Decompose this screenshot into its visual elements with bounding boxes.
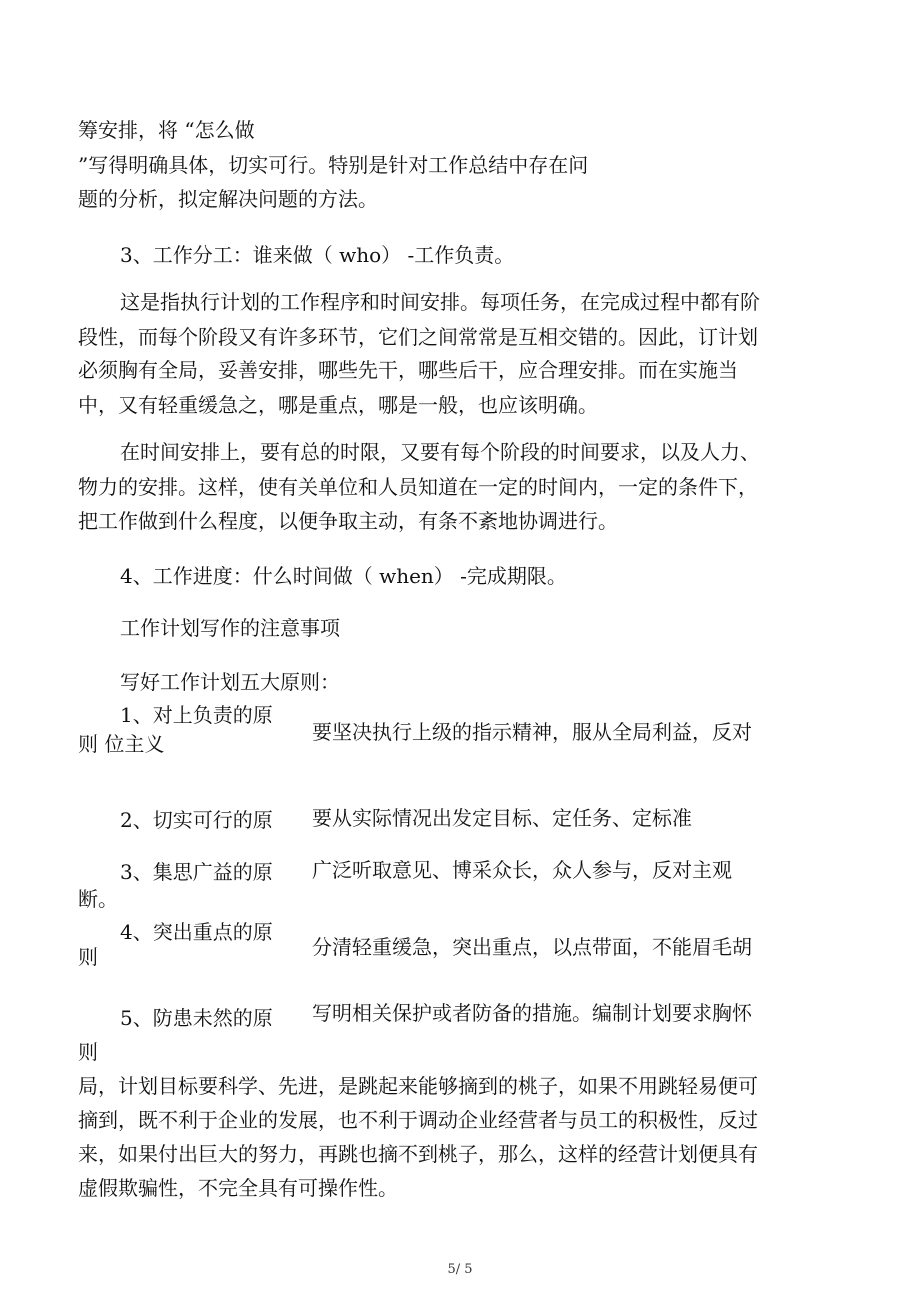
paragraph-line: 题的分析，拟定解决问题的方法。 bbox=[78, 187, 378, 211]
page-number: 5/ 5 bbox=[447, 1262, 473, 1277]
principle-text: 要坚决执行上级的指示精神，服从全局利益，反对 bbox=[312, 720, 752, 744]
section-heading: 4、工作进度：什么时间做（ when） -完成期限。 bbox=[120, 564, 567, 588]
principle-text: 广泛听取意见、博采众长，众人参与，反对主观 bbox=[312, 858, 732, 882]
paragraph-line: 必须胸有全局，妥善安排，哪些先干，哪些后干，应合理安排。而在实施当 bbox=[78, 358, 738, 382]
principle-label-cont: 则 bbox=[78, 945, 98, 969]
section-heading: 工作计划写作的注意事项 bbox=[120, 616, 340, 640]
paragraph-line: 摘到，既不利于企业的发展，也不利于调动企业经营者与员工的积极性，反过 bbox=[78, 1108, 758, 1132]
paragraph-line: 中，又有轻重缓急之，哪是重点，哪是一般，也应该明确。 bbox=[78, 393, 598, 417]
section-heading: 写好工作计划五大原则： bbox=[120, 670, 340, 694]
principle-label-cont: 断。 bbox=[78, 887, 118, 911]
paragraph-line: 局，计划目标要科学、先进，是跳起来能够摘到的桃子，如果不用跳轻易便可 bbox=[78, 1074, 758, 1098]
principle-label: 2、切实可行的原 bbox=[120, 808, 273, 832]
paragraph-line: 在时间安排上，要有总的时限，又要有每个阶段的时间要求，以及人力、 bbox=[120, 440, 760, 464]
paragraph-line: 来，如果付出巨大的努力，再跳也摘不到桃子，那么，这样的经营计划便具有 bbox=[78, 1142, 758, 1166]
principle-label: 3、集思广益的原 bbox=[120, 860, 273, 884]
paragraph-line: 这是指执行计划的工作程序和时间安排。每项任务，在完成过程中都有阶 bbox=[120, 290, 760, 314]
principle-text: 写明相关保护或者防备的措施。编制计划要求胸怀 bbox=[312, 1001, 752, 1025]
principle-text: 要从实际情况出发定目标、定任务、定标准 bbox=[312, 806, 692, 830]
section-heading: 3、工作分工：谁来做（ who） -工作负责。 bbox=[120, 243, 515, 267]
principle-label: 1、对上负责的原 bbox=[120, 703, 273, 727]
paragraph-line: ”写得明确具体，切实可行。特别是针对工作总结中存在问 bbox=[78, 153, 589, 177]
paragraph-line: 段性，而每个阶段又有许多环节，它们之间常常是互相交错的。因此，订计划 bbox=[78, 325, 758, 349]
paragraph-line: 虚假欺骗性，不完全具有可操作性。 bbox=[78, 1176, 398, 1200]
paragraph-line: 把工作做到什么程度，以便争取主动，有条不紊地协调进行。 bbox=[78, 509, 618, 533]
principle-label-cont: 则 bbox=[78, 1040, 98, 1064]
principle-label-cut: 则 位主义 bbox=[78, 732, 165, 756]
principle-text: 分清轻重缓急，突出重点，以点带面，不能眉毛胡 bbox=[312, 935, 752, 959]
principle-label: 5、防患未然的原 bbox=[120, 1006, 273, 1030]
principle-label: 4、突出重点的原 bbox=[120, 920, 273, 944]
paragraph-line: 物力的安排。这样，使有关单位和人员知道在一定的时间内，一定的条件下， bbox=[78, 475, 758, 499]
paragraph-line: 筹安排，将 “怎么做 bbox=[78, 118, 255, 142]
